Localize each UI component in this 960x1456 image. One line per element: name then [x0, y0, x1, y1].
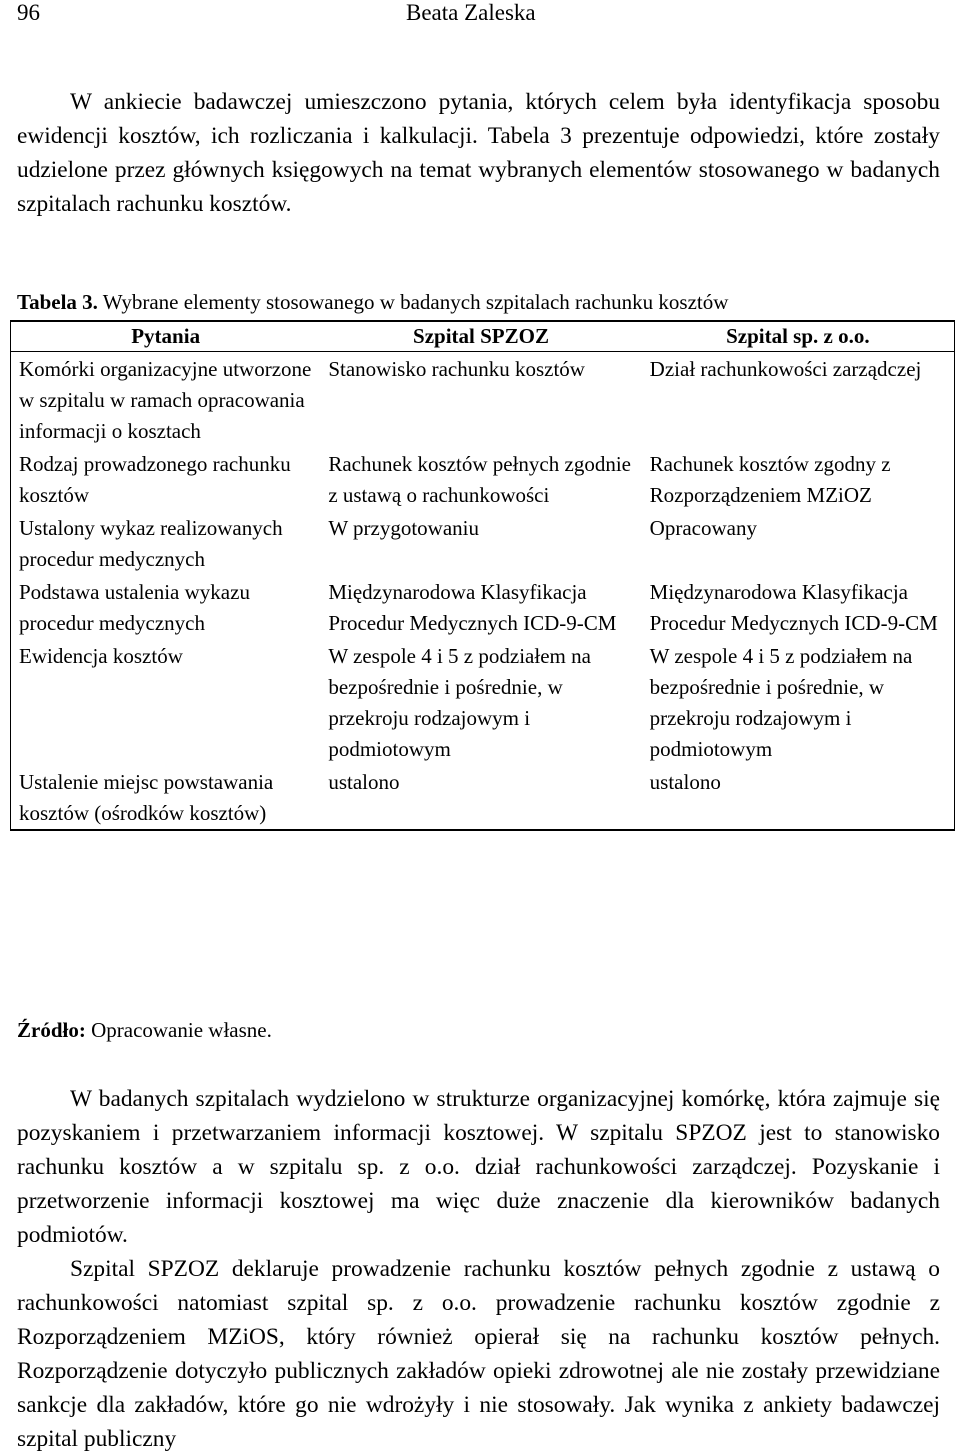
table-row: [11, 639, 955, 765]
running-head-author: Beata Zaleska: [406, 0, 536, 25]
cell-spzoo: Dział rachunkowości zarządczej: [649, 357, 922, 381]
column-header-spzoz: Szpital SPZOZ: [320, 321, 641, 352]
cell-spzoz: W przygotowaniu: [328, 516, 479, 540]
body-paragraph-2-text: Szpital SPZOZ deklaruje prowadzenie rachunku kosztów pełnych zgodnie z ustawą o rachunkowości natomiast szpital sp. z o.o. prowadzenie rachunku kosztów zgodnie z Rozporządzeniem MZiOS, który również opierał się na rachunku kosztów pełnych. Rozporządzenie dotyczyło publicznych zakładów opieki zdrowotnej ale nie zostały przewidziane sankcje dla zakładów, które go nie wdrożyły i nie stosowały. Jak wynika z ankiety badawczej szpital publiczny: [17, 1256, 940, 1452]
cell-spzoo: Międzynarodowa Klasyfikacja Procedur Medycznych ICD-9-CM: [649, 580, 938, 635]
cell-spzoz: Rachunek kosztów pełnych zgodnie z ustawą o rachunkowości: [328, 452, 631, 507]
data-table: [10, 320, 955, 831]
cell-question: Ustalenie miejsc powstawania kosztów (ośrodków kosztów): [11, 765, 321, 830]
table-source-note: [17, 1016, 272, 1044]
cell-question: Rodzaj prowadzonego rachunku kosztów: [19, 452, 291, 507]
table-row: [11, 575, 955, 639]
column-header-questions: Pytania: [11, 321, 321, 352]
table-row: [11, 765, 955, 830]
table-header-row: [11, 321, 955, 352]
cell-spzoo: ustalono: [642, 765, 955, 830]
body-paragraph-1: [17, 1082, 940, 1252]
intro-paragraph: [17, 85, 940, 221]
page-number: 96: [17, 0, 40, 25]
table-row: [11, 352, 955, 448]
cell-spzoz: Międzynarodowa Klasyfikacja Procedur Medycznych ICD-9-CM: [328, 580, 617, 635]
cell-spzoz: W zespole 4 i 5 z podziałem na bezpośrednie i pośrednie, w przekroju rodzajowym i podmiotowym: [328, 644, 591, 761]
cell-question: Ustalony wykaz realizowanych procedur medycznych: [19, 516, 283, 571]
cell-question: Ewidencja kosztów: [19, 644, 183, 668]
table-caption: [17, 288, 728, 316]
intro-paragraph-text: W ankiecie badawczej umieszczono pytania, których celem była identyfikacja sposobu ewidencji kosztów, ich rozliczania i kalkulacji. Tabela 3 prezentuje odpowiedzi, które zostały udzielone przez głównych księgowych na temat wybranych elementów stosowanego w badanych szpitalach rachunku kosztów.: [17, 89, 940, 217]
table-row: [11, 511, 955, 575]
cell-spzoz: ustalono: [320, 765, 641, 830]
table-caption-label: Tabela 3.: [17, 290, 98, 314]
table-row: [11, 447, 955, 511]
cell-question: Komórki organizacyjne utworzone w szpitalu w ramach opracowania informacji o kosztach: [19, 357, 312, 443]
body-paragraph-1-text: W badanych szpitalach wydzielono w strukturze organizacyjnej komórkę, która zajmuje się pozyskaniem i przetwarzaniem informacji kosztowej. W szpitalu SPZOZ jest to stanowisko rachunku kosztów a w szpitalu sp. z o.o. dział rachunkowości zarządczej. Pozyskanie i przetworzenie informacji kosztowej ma więc duże znaczenie dla kierowników badanych podmiotów.: [17, 1086, 940, 1248]
table-caption-text: Wybrane elementy stosowanego w badanych szpitalach rachunku kosztów: [97, 290, 729, 314]
cell-spzoo: Opracowany: [649, 516, 757, 540]
source-label: Źródło:: [17, 1018, 86, 1042]
page-header: [17, 0, 943, 30]
cell-question: Podstawa ustalenia wykazu procedur medycznych: [19, 580, 250, 635]
column-header-spzoo: Szpital sp. z o.o.: [642, 321, 955, 352]
cell-spzoo: Rachunek kosztów zgodny z Rozporządzeniem MZiOZ: [649, 452, 891, 507]
body-paragraph-2: [17, 1252, 940, 1456]
source-text: Opracowanie własne.: [85, 1018, 272, 1042]
cell-spzoo: W zespole 4 i 5 z podziałem na bezpośrednie i pośrednie, w przekroju rodzajowym i podmiotowym: [649, 644, 913, 761]
cell-spzoz: Stanowisko rachunku kosztów: [328, 357, 585, 381]
